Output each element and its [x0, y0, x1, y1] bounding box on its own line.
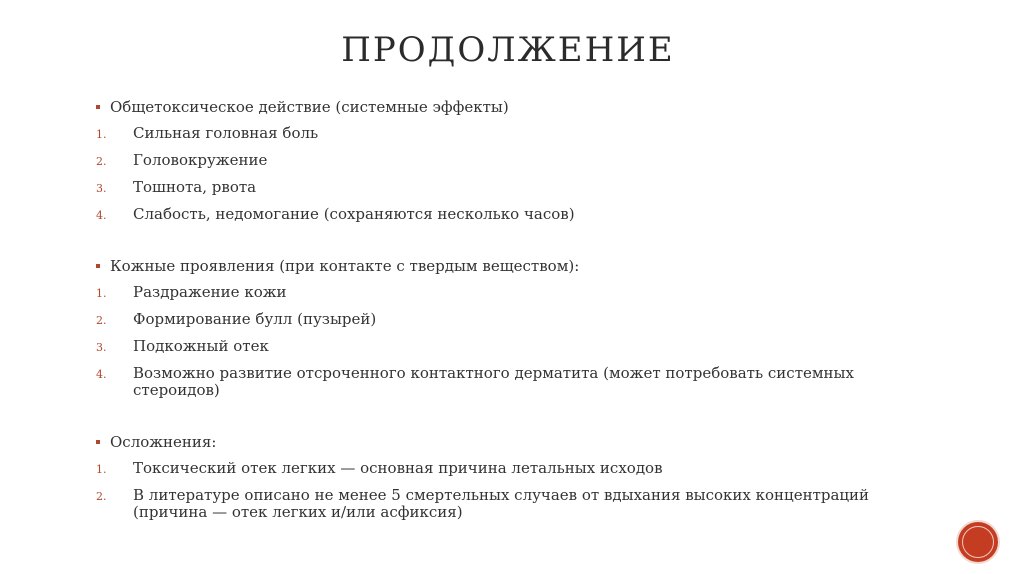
section-heading-text: Осложнения:: [110, 433, 217, 451]
section-spacer: [96, 233, 896, 257]
section-heading: [96, 98, 896, 116]
slide-title: ПРОДОЛЖЕНИЕ: [341, 30, 675, 70]
section-heading: [96, 433, 896, 451]
list-number: 2.: [96, 155, 107, 168]
list-item-text: Формирование булл (пузырей): [133, 310, 377, 328]
list-item-text: Подкожный отек: [133, 337, 269, 355]
section-spacer: [96, 409, 896, 433]
list-number: 1.: [96, 463, 107, 476]
list-item: [96, 311, 896, 328]
list-item: [96, 460, 896, 477]
list-item-text: Слабость, недомогание (сохраняются несколько часов): [133, 205, 575, 223]
section-heading-text: Общетоксическое действие (системные эффекты): [110, 98, 509, 116]
section-heading: [96, 257, 896, 275]
list-number: 3.: [96, 182, 107, 195]
list-number: 4.: [96, 209, 107, 222]
list-number: 1.: [96, 128, 107, 141]
list-item: [96, 487, 896, 521]
square-bullet-icon: [96, 105, 100, 109]
list-number: 3.: [96, 341, 107, 354]
list-item: [96, 179, 896, 196]
circle-nav-icon: [962, 526, 994, 558]
slide-nav-button[interactable]: [958, 522, 998, 562]
list-item: [96, 206, 896, 223]
list-number: 2.: [96, 314, 107, 327]
list-item: [96, 338, 896, 355]
section-heading-text: Кожные проявления (при контакте с твердым веществом):: [110, 257, 580, 275]
square-bullet-icon: [96, 264, 100, 268]
list-item: [96, 152, 896, 169]
list-item-text: Сильная головная боль: [133, 124, 319, 142]
list-item-text: Головокружение: [133, 151, 268, 169]
list-item: [96, 365, 896, 399]
square-bullet-icon: [96, 440, 100, 444]
list-item-text: Возможно развитие отсроченного контактного дерматита (может потребовать системных стероидов): [133, 364, 854, 399]
list-number: 4.: [96, 368, 107, 381]
list-item-text: Тошнота, рвота: [133, 178, 257, 196]
list-item: [96, 284, 896, 301]
slide-content: [96, 98, 896, 531]
list-item: [96, 125, 896, 142]
list-number: 1.: [96, 287, 107, 300]
list-item-text: Раздражение кожи: [133, 283, 287, 301]
list-number: 2.: [96, 490, 107, 503]
list-item-text: В литературе описано не менее 5 смертельных случаев от вдыхания высоких концентраций (причина — отек легких и/или асфиксия): [133, 486, 870, 521]
list-item-text: Токсический отек легких — основная причина летальных исходов: [133, 459, 663, 477]
